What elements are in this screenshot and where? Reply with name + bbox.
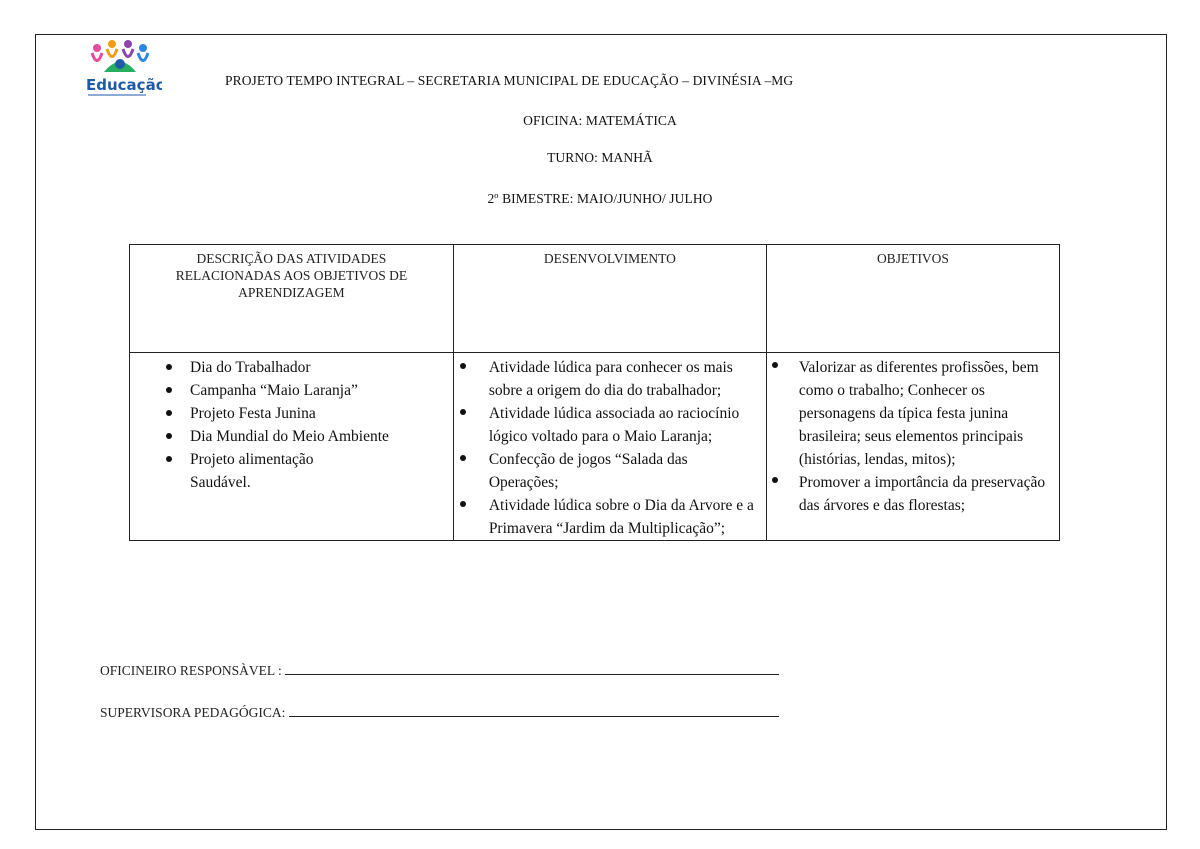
- instructor-signature-line: [285, 662, 779, 675]
- education-logo-icon: [84, 38, 162, 102]
- instructor-label: OFICINEIRO RESPONSÀVEL :: [100, 663, 282, 678]
- supervisor-label: SUPERVISORA PEDAGÓGICA:: [100, 705, 286, 720]
- column-header-activities: DESCRIÇÃO DAS ATIVIDADES RELACIONADAS AOS OBJETIVOS DE APRENDIZAGEM: [130, 245, 454, 353]
- list-item: Atividade lúdica associada ao raciocínio lógico voltado para o Maio Laranja;: [489, 402, 758, 448]
- activities-cell: [130, 353, 454, 541]
- table-row: [130, 353, 1060, 541]
- list-item: Dia do Trabalhador: [190, 356, 453, 379]
- activity-plan-table: [129, 244, 1060, 541]
- list-item: Campanha “Maio Laranja”: [190, 379, 453, 402]
- shift-label: TURNO: MANHÃ: [547, 150, 653, 165]
- workshop-label: OFICINA: MATEMÁTICA: [523, 113, 677, 128]
- supervisor-signature: [100, 704, 779, 721]
- column-header-objectives: OBJETIVOS: [766, 245, 1059, 353]
- svg-text:Educação: Educação: [86, 76, 162, 94]
- development-cell: [453, 353, 766, 541]
- list-item: Projeto Festa Junina: [190, 402, 453, 425]
- column-header-development: DESENVOLVIMENTO: [453, 245, 766, 353]
- list-item: Atividade lúdica para conhecer os mais sobre a origem do dia do trabalhador;: [489, 356, 758, 402]
- document-title: PROJETO TEMPO INTEGRAL – SECRETARIA MUNICIPAL DE EDUCAÇÃO – DIVINÉSIA –MG: [225, 73, 794, 88]
- list-item: Dia Mundial do Meio Ambiente: [190, 425, 390, 448]
- table-header-row: [130, 245, 1060, 353]
- list-item: Atividade lúdica sobre o Dia da Arvore e a Primavera “Jardim da Multiplicação”;: [489, 494, 758, 540]
- instructor-signature: [100, 662, 779, 679]
- list-item: Promover a importância da preservação das árvores e das florestas;: [799, 471, 1051, 517]
- page-bottom-border: [35, 829, 1167, 830]
- objectives-cell: [766, 353, 1059, 541]
- supervisor-signature-line: [289, 704, 779, 717]
- list-item: Projeto alimentação Saudável.: [190, 448, 360, 494]
- list-item: Confecção de jogos “Salada das Operações;: [489, 448, 758, 494]
- list-item: Valorizar as diferentes profissões, bem como o trabalho; Conhecer os personagens da típica festa junina brasileira; seus elementos principais (histórias, lendas, mitos);: [799, 356, 1051, 471]
- term-label: 2º BIMESTRE: MAIO/JUNHO/ JULHO: [487, 191, 713, 206]
